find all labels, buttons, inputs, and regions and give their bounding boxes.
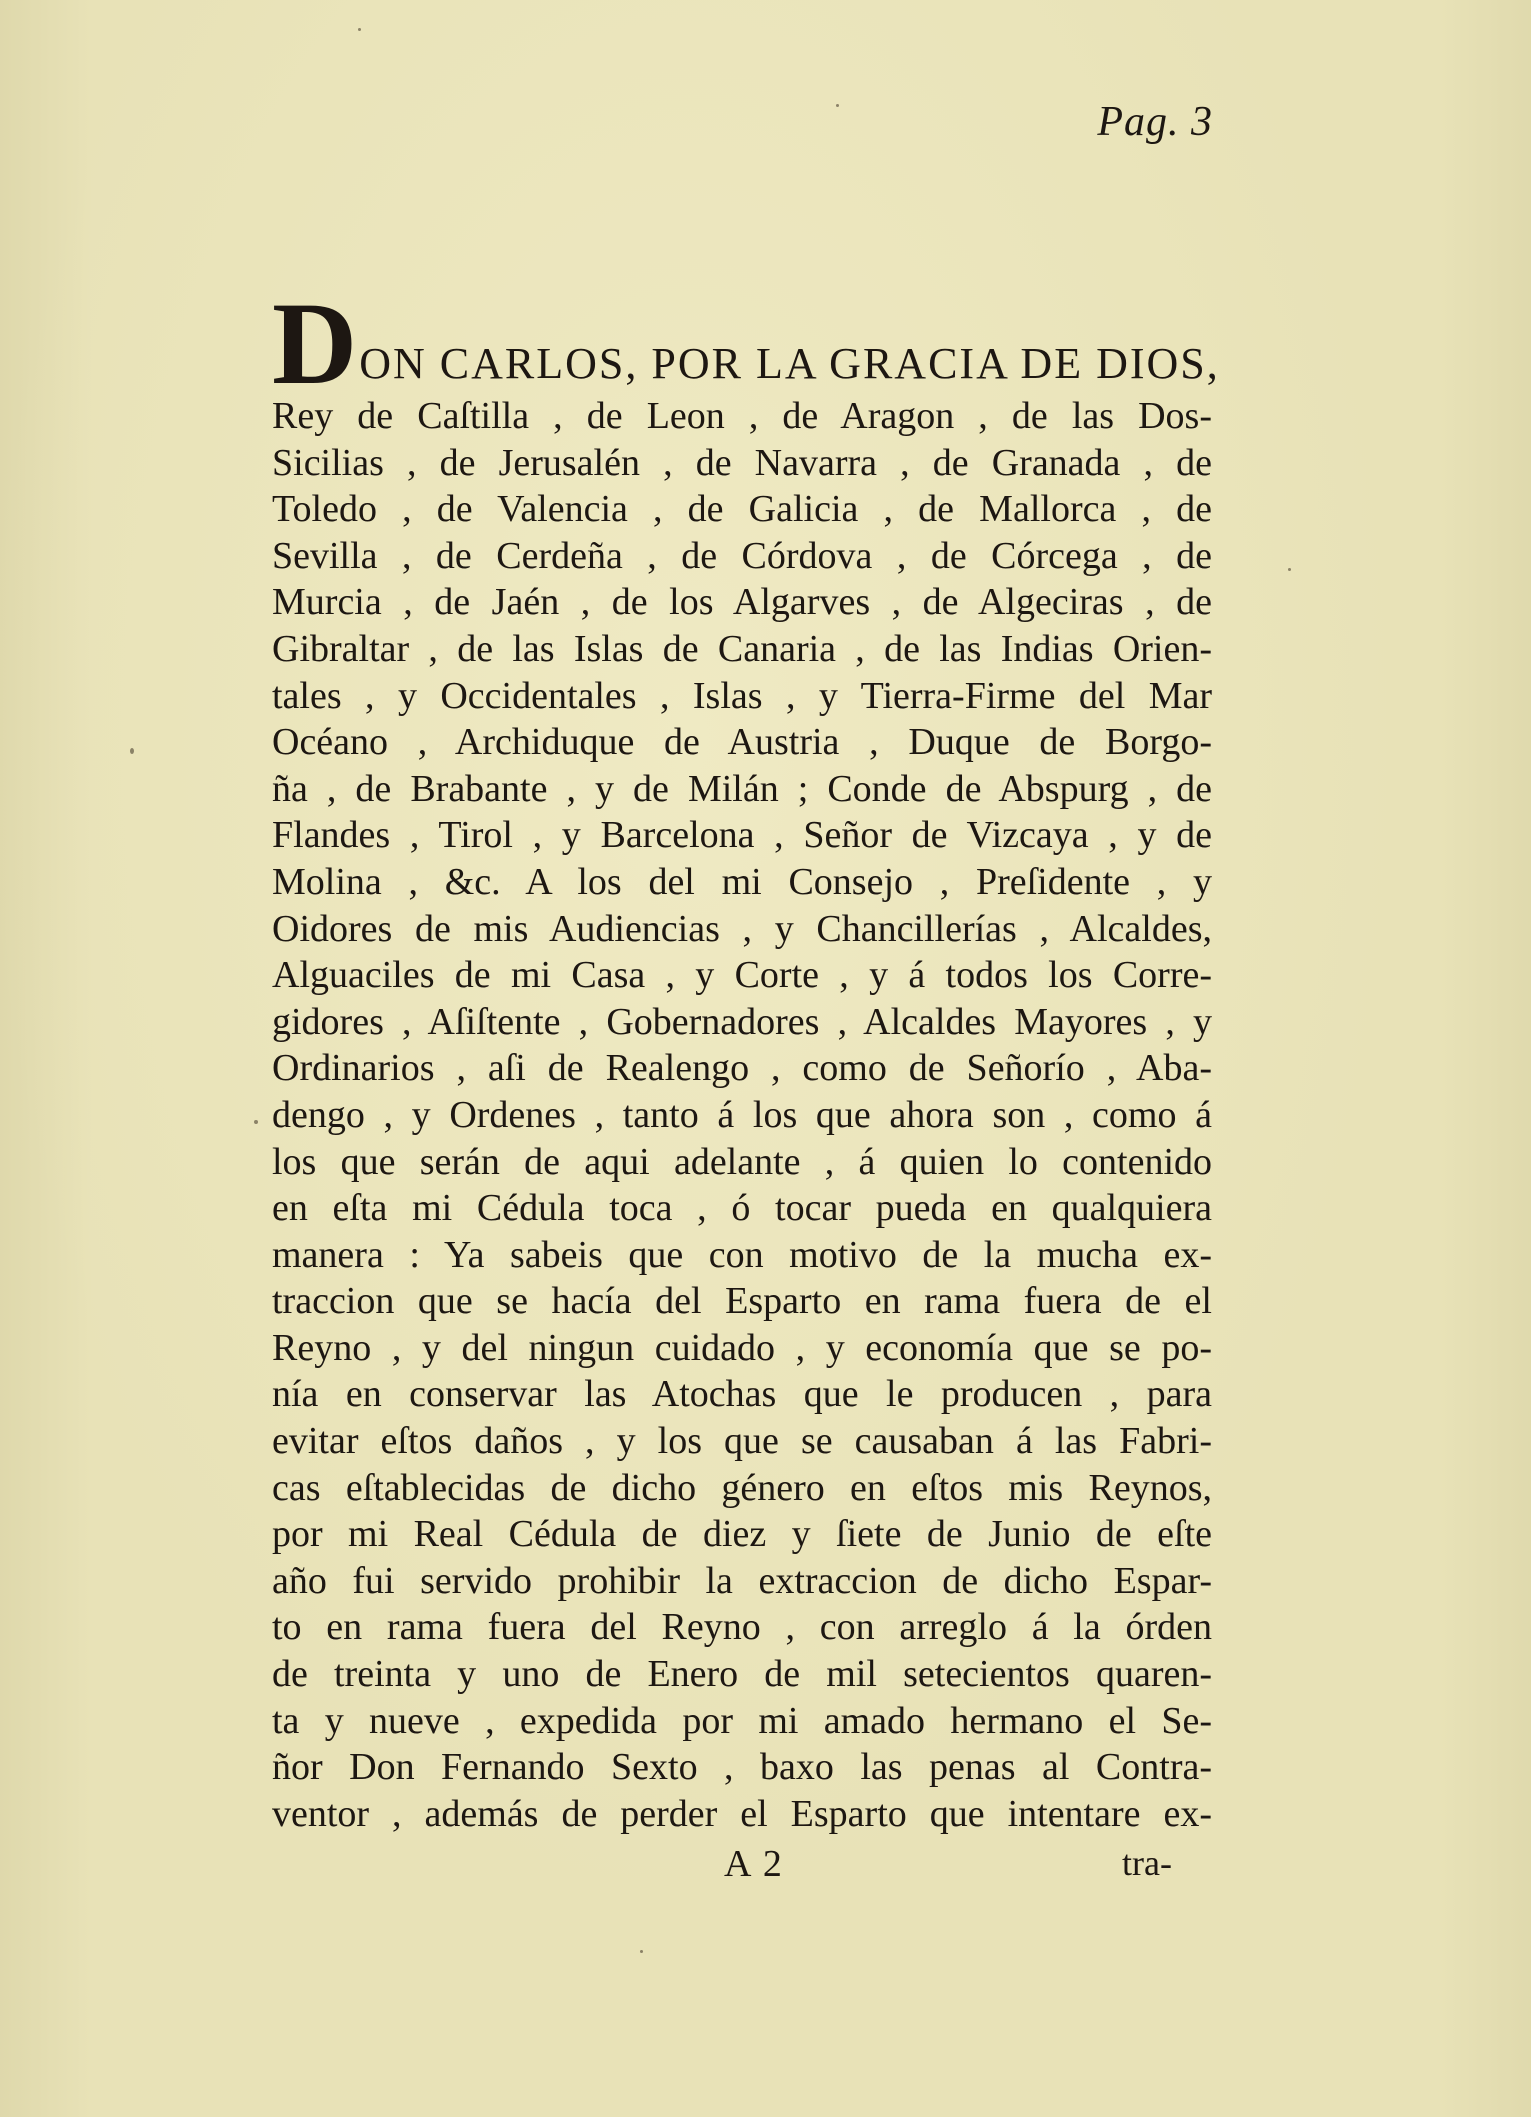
text-line: ventor , además de perder el Esparto que intentare ex-: [272, 1792, 1212, 1835]
text-line: Molina , &c. A los del mi Consejo , Preſidente , y: [272, 860, 1212, 903]
text-line: de treinta y uno de Enero de mil setecientos quaren-: [272, 1653, 1212, 1696]
opening-line: [272, 278, 1220, 409]
decree-text: [272, 278, 1220, 1837]
signature-mark: A 2: [724, 1843, 784, 1885]
text-line: ña , de Brabante , y de Milán ; Conde de Abspurg , de: [272, 767, 1212, 810]
text-line: dengo , y Ordenes , tanto á los que ahora son , como á: [272, 1093, 1212, 1136]
text-line: año fui servido prohibir la extraccion de dicho Espar-: [272, 1559, 1212, 1602]
drop-cap: D: [272, 278, 356, 409]
body-lines: [272, 393, 1212, 1837]
text-line: ta y nueve , expedida por mi amado hermano el Se-: [272, 1699, 1212, 1742]
paper-speck: [1288, 568, 1291, 571]
text-line: nía en conservar las Atochas que le producen , para: [272, 1373, 1212, 1416]
text-line: gidores , Aſiſtente , Gobernadores , Alcaldes Mayores , y: [272, 1000, 1212, 1043]
text-line: to en rama fuera del Reyno , con arreglo á la órden: [272, 1606, 1212, 1649]
catchword: tra-: [1122, 1843, 1172, 1883]
page-number: Pag. 3: [1097, 99, 1213, 145]
paper-speck: [254, 1120, 258, 1124]
text-line: Sicilias , de Jerusalén , de Navarra , de Granada , de: [272, 441, 1212, 484]
text-line: evitar eſtos daños , y los que se causaban á las Fabri-: [272, 1420, 1212, 1463]
text-line: en eſta mi Cédula toca , ó tocar pueda en qualquiera: [272, 1187, 1212, 1230]
text-line: tales , y Occidentales , Islas , y Tierra-Firme del Mar: [272, 674, 1212, 717]
text-line: por mi Real Cédula de diez y ſiete de Junio de eſte: [272, 1513, 1212, 1556]
paper-speck: [358, 28, 361, 31]
text-line: Toledo , de Valencia , de Galicia , de Mallorca , de: [272, 488, 1212, 531]
text-line: Flandes , Tirol , y Barcelona , Señor de Vizcaya , y de: [272, 814, 1212, 857]
text-line: Oidores de mis Audiencias , y Chancillerías , Alcaldes,: [272, 907, 1212, 950]
text-line: Murcia , de Jaén , de los Algarves , de Algeciras , de: [272, 581, 1212, 624]
text-line: Ordinarios , aſi de Realengo , como de Señorío , Aba-: [272, 1047, 1212, 1090]
decree-heading: ON CARLOS, POR LA GRACIA DE DIOS,: [359, 339, 1220, 388]
text-line: ñor Don Fernando Sexto , baxo las penas al Contra-: [272, 1746, 1212, 1789]
text-line: Sevilla , de Cerdeña , de Córdova , de Córcega , de: [272, 534, 1212, 577]
text-line: Rey de Caſtilla , de Leon , de Aragon , de las Dos-: [272, 395, 1212, 437]
paper-speck: [836, 104, 839, 107]
text-line: Alguaciles de mi Casa , y Corte , y á todos los Corre-: [272, 954, 1212, 997]
text-line: los que serán de aqui adelante , á quien lo contenido: [272, 1140, 1212, 1183]
text-line: traccion que se hacía del Esparto en rama fuera de el: [272, 1280, 1212, 1323]
text-line: manera : Ya sabeis que con motivo de la mucha ex-: [272, 1233, 1212, 1276]
paper-speck: [640, 1950, 643, 1953]
text-line: Reyno , y del ningun cuidado , y economía que se po-: [272, 1326, 1212, 1369]
show-through-bleed: [300, 140, 1280, 290]
text-line: Gibraltar , de las Islas de Canaria , de las Indias Orien-: [272, 627, 1212, 670]
paper-speck: [130, 748, 134, 754]
text-line: Océano , Archiduque de Austria , Duque de Borgo-: [272, 721, 1212, 764]
text-line: cas eſtablecidas de dicho género en eſtos mis Reynos,: [272, 1466, 1212, 1509]
